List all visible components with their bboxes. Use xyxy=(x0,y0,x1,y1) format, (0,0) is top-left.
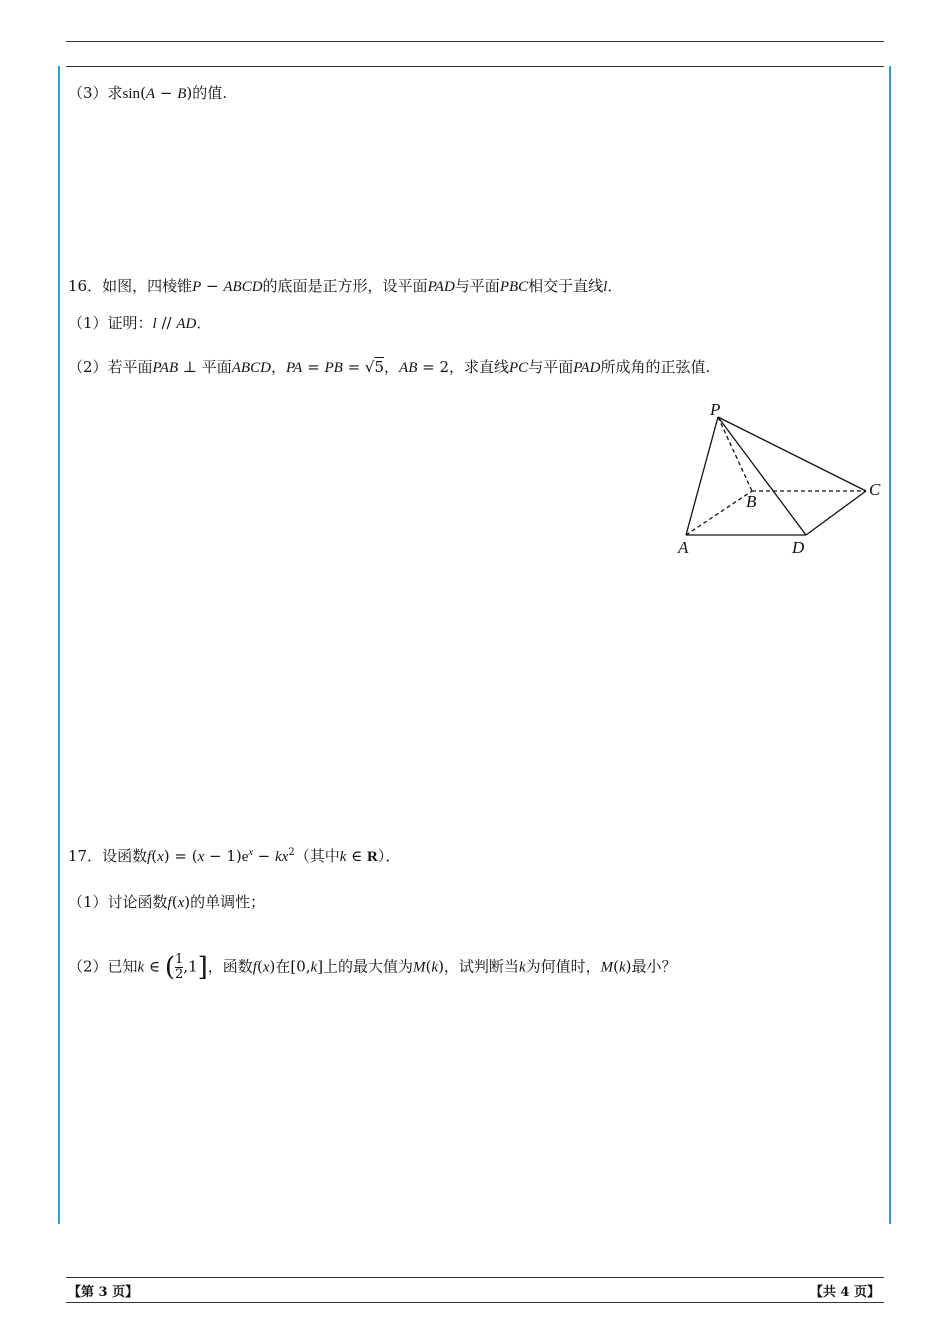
edge-PC xyxy=(718,417,866,491)
page-number-current: 【第 3 页】 xyxy=(68,1285,139,1300)
pyramid-figure xyxy=(660,395,900,565)
label-B: B xyxy=(746,492,757,511)
page-number-total: 【共 4 页】 xyxy=(809,1285,880,1300)
q15-part3: （3）求sin(A − B)的值. xyxy=(68,84,227,102)
label-D: D xyxy=(792,538,805,557)
edge-PB xyxy=(718,417,752,491)
header-rule-top xyxy=(66,41,884,42)
q17-part2: （2）已知k ∈ ( $\frac{1}{2}$ ,1]，函数f(x)在[0,k]上的最大值为M(k)，试判断当k为何值时，M(k)最小？ xyxy=(68,952,677,983)
header-rule-bottom xyxy=(66,66,884,67)
edge-DC xyxy=(806,491,866,535)
footer-rule-bottom xyxy=(66,1302,884,1303)
q16-stem: 16．如图，四棱锥P − ABCD的底面是正方形，设平面PAD与平面PBC相交于直线l． xyxy=(68,277,623,295)
q17-stem: 17．设函数$f(x) = (x - 1)e^x - kx^2$（其中k ∈ R）． xyxy=(68,847,401,865)
q17-part1: （1）讨论函数f(x)的单调性； xyxy=(68,893,266,911)
edge-PA xyxy=(686,417,718,535)
q16-part1: （1）证明：l // AD． xyxy=(68,314,212,332)
label-A: A xyxy=(678,538,689,557)
edge-PD xyxy=(718,417,806,535)
label-C: C xyxy=(869,480,881,499)
footer-rule-top xyxy=(66,1277,884,1278)
q16-part2: （2）若平面PAB ⊥ 平面ABCD，PA = PB = √5，AB = 2，求直线PC与平面PAD所成角的正弦值. xyxy=(68,358,711,376)
right-margin-line xyxy=(889,66,891,1224)
label-P: P xyxy=(710,400,721,419)
left-margin-line xyxy=(58,66,60,1224)
